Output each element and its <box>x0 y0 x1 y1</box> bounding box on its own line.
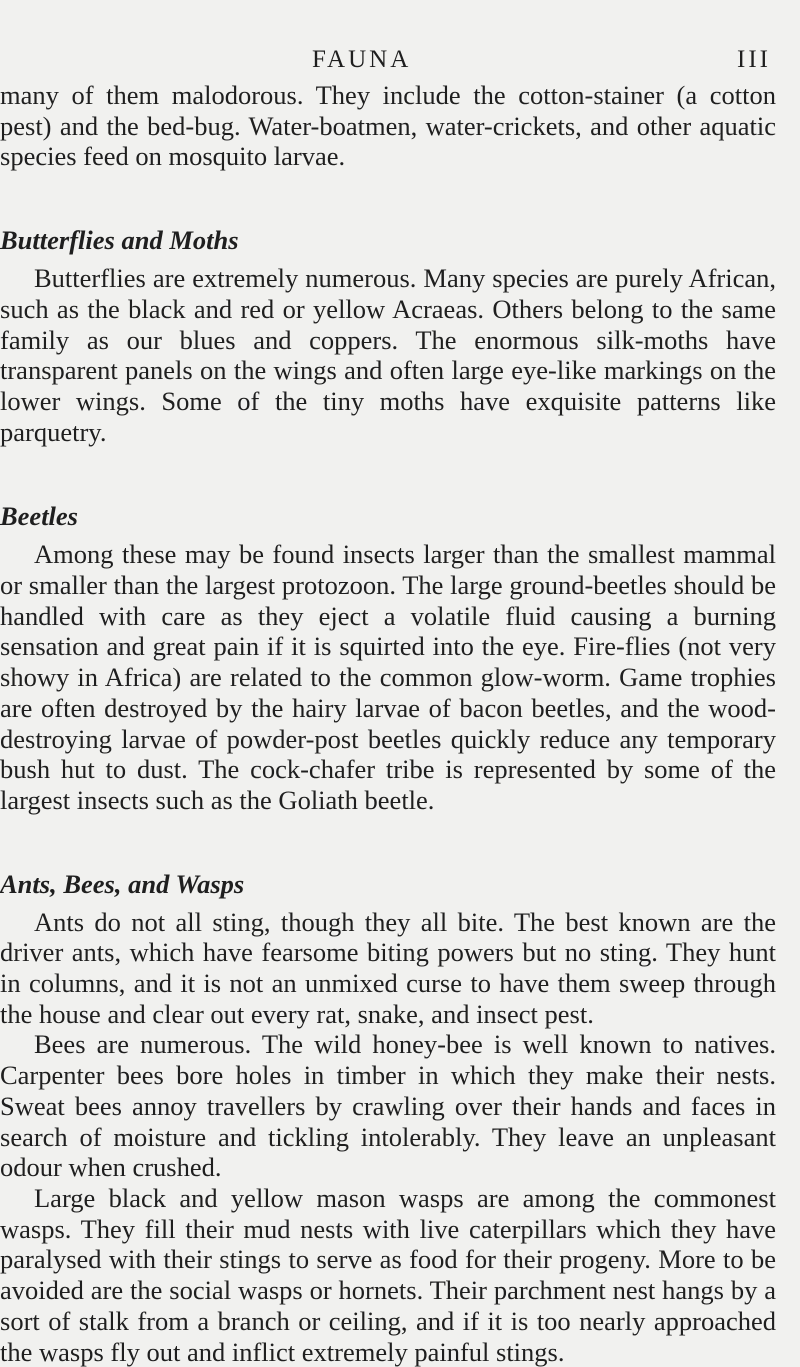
paragraph-butterflies: Butterflies are extremely numerous. Many species are purely African, such as the black and red or yellow Acraeas. Others belong to the same family as our blues and coppers. The enormous silk-moths have transparent panels on the wings and often large eye-like markings on the lower wings. Some of the tiny moths have exquisite patterns like parquetry. <box>0 263 776 447</box>
section-heading-beetles: Beetles <box>0 501 78 532</box>
section-heading-ants: Ants, Bees, and Wasps <box>0 868 245 899</box>
section-heading-butterflies: Butterflies and Moths <box>0 225 239 256</box>
page-number: III <box>737 46 771 73</box>
paragraph-ants: Ants do not all sting, though they all bite. The best known are the driver ants, which have fearsome biting powers but no sting. They hunt in columns, and it is not an unmixed curse to have them sweep through the house and clear out every rat, snake, and insect pest. <box>0 906 776 1029</box>
paragraph-continued: many of them malodorous. They include the cotton-stainer (a cotton pest) and the bed-bug. Water-boatmen, water-crickets, and other aquatic species feed on mosquito larvae. <box>0 80 776 172</box>
paragraph-wasps: Large black and yellow mason wasps are among the commonest wasps. They fill their mud nests with live caterpillars which they have paralysed with their stings to serve as food for their progeny. More to be avoided are the social wasps or hornets. Their parchment nest hangs by a sort of stalk from a branch or ceiling, and if it is too nearly approached the wasps fly out and inflict extremely painful stings. <box>0 1182 776 1367</box>
paragraph-beetles: Among these may be found insects larger than the smallest mammal or smaller than the largest protozoon. The large ground-beetles should be handled with care as they eject a volatile fluid causing a burning sensation and great pain if it is squirted into the eye. Fire-flies (not very showy in Africa) are related to the common glow-worm. Game trophies are often destroyed by the hairy larvae of bacon beetles, and the wood-destroying larvae of powder-post beetles quickly reduce any temporary bush hut to dust. The cock-chafer tribe is represented by some of the largest insects such as the Goliath beetle. <box>0 539 776 815</box>
paragraph-bees: Bees are numerous. The wild honey-bee is well known to natives. Carpenter bees bore holes in timber in which they make their nests. Sweat bees annoy travellers by crawling over their hands and faces in search of moisture and tickling intolerably. They leave an unpleasant odour when crushed. <box>0 1029 776 1183</box>
page-header <box>0 46 800 76</box>
page-body <box>0 80 776 1367</box>
running-head: FAUNA <box>312 46 412 73</box>
